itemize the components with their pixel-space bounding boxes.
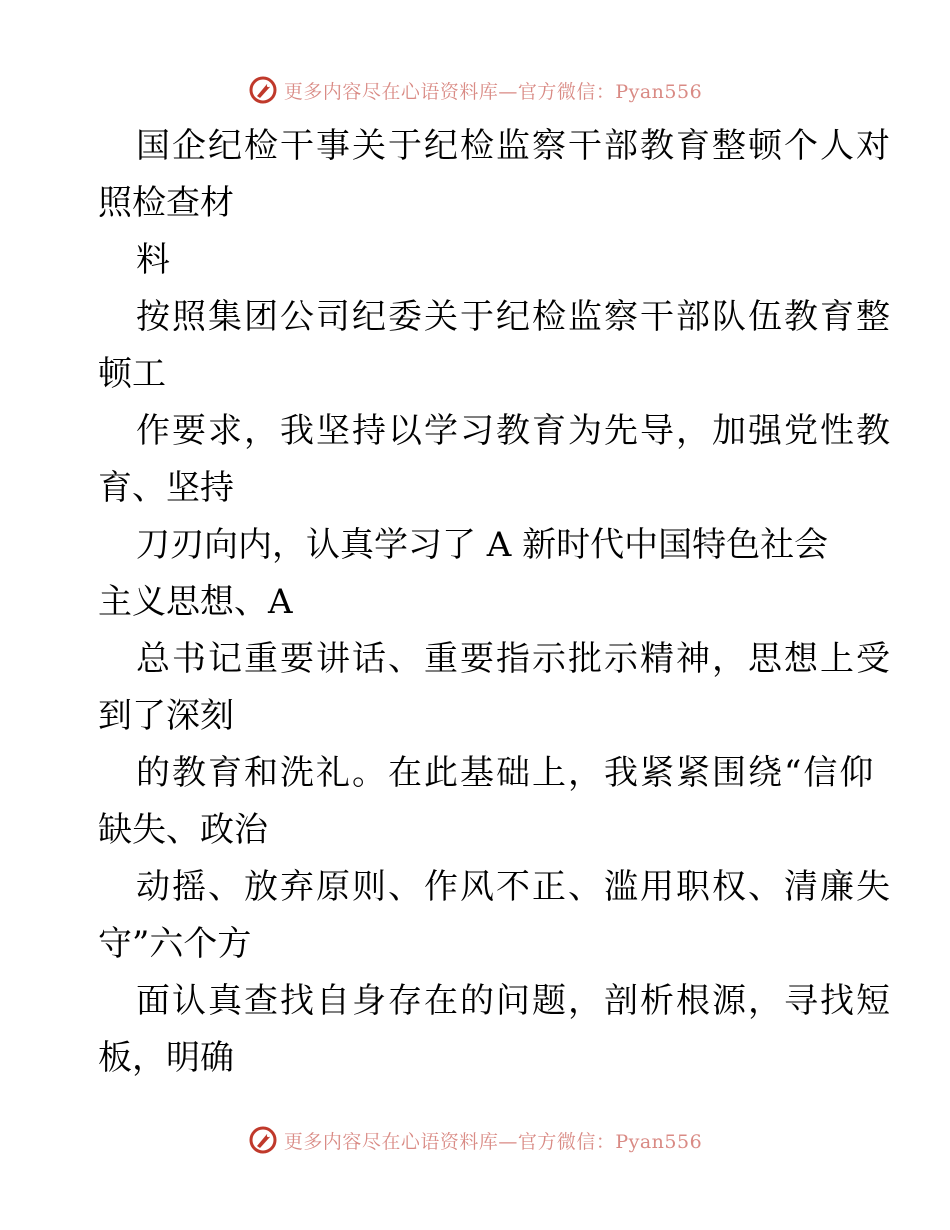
header-watermark xyxy=(0,70,950,110)
title-line: 国企纪检干事关于纪检监察干部教育整顿个人对 xyxy=(136,126,892,166)
document-body xyxy=(98,118,892,1087)
body-line: 的教育和洗礼。在此基础上，我紧紧围绕“信仰 xyxy=(136,753,876,793)
header-watermark-text: 更多内容尽在心语资料库—官方微信：Pyan556 xyxy=(283,80,703,103)
body-line: 守”六个方 xyxy=(98,924,252,964)
body-line: 作要求，我坚持以学习教育为先导，加强党性教 xyxy=(136,411,892,451)
body-line: 面认真查找自身存在的问题，剖析根源，寻找短 xyxy=(136,981,892,1021)
footer-watermark xyxy=(0,1120,950,1160)
body-line: 料 xyxy=(136,240,170,280)
body-line: 顿工 xyxy=(98,354,166,394)
body-line: 缺失、政治 xyxy=(98,810,268,850)
body-line: 刀刃向内，认真学习了 A 新时代中国特色社会 xyxy=(136,525,829,565)
body-line: 总书记重要讲话、重要指示批示精神，思想上受 xyxy=(136,639,892,679)
pen-nib-logo-icon xyxy=(248,1125,278,1155)
body-line: 育、坚持 xyxy=(98,468,234,508)
footer-watermark-text: 更多内容尽在心语资料库—官方微信：Pyan556 xyxy=(283,1130,703,1153)
body-line: 板，明确 xyxy=(98,1038,234,1078)
body-line: 照检查材 xyxy=(98,183,234,223)
body-line: 到了深刻 xyxy=(98,696,234,736)
body-line: 动摇、放弃原则、作风不正、滥用职权、清廉失 xyxy=(136,867,892,907)
pen-nib-logo-icon xyxy=(248,75,278,105)
body-line: 主义思想、A xyxy=(98,582,293,622)
body-line: 按照集团公司纪委关于纪检监察干部队伍教育整 xyxy=(136,297,892,337)
